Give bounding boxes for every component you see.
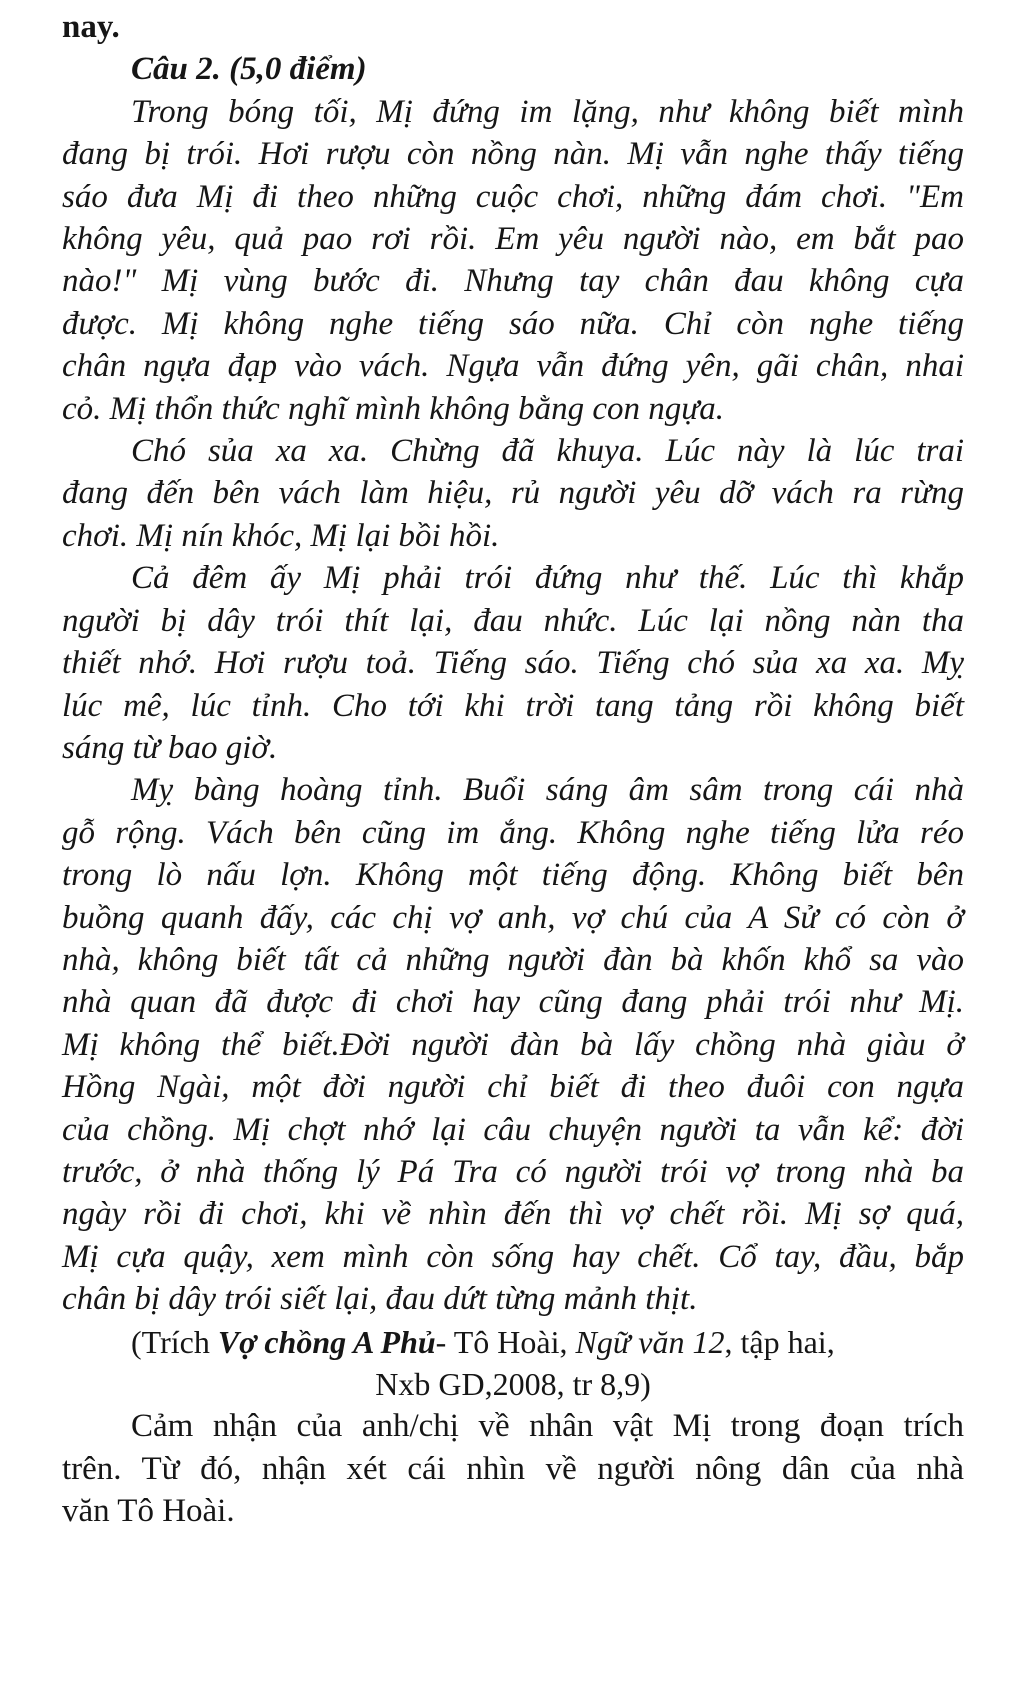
citation-publisher-line: Nxb GD,2008, tr 8,9) bbox=[375, 1366, 651, 1402]
source-citation bbox=[62, 1321, 964, 1406]
passage-line: người bị dây trói thít lại, đau nhức. Lúc lại nồng nàn tha bbox=[62, 602, 964, 639]
passage-line: nhà quan đã được đi chơi hay cũng đang phải trói như Mị. bbox=[62, 984, 964, 1021]
passage-line: Hồng Ngài, một đời người chỉ biết đi theo đuôi con ngựa bbox=[62, 1069, 964, 1106]
prompt-line: trên. Từ đó, nhận xét cái nhìn về người nông dân của nhà bbox=[62, 1450, 964, 1487]
passage-line: được. Mị không nghe tiếng sáo nữa. Chỉ còn nghe tiếng bbox=[62, 305, 964, 342]
passage-line: Mỵ bàng hoàng tỉnh. Buổi sáng âm sâm trong cái nhà bbox=[131, 772, 964, 809]
passage-line: ngày rồi đi chơi, khi về nhìn đến thì vợ chết rồi. Mị sợ quá, bbox=[62, 1196, 964, 1233]
passage-line: gỗ rộng. Vách bên cũng im ắng. Không nghe tiếng lửa réo bbox=[62, 814, 964, 851]
passage-line: nào!" Mị vùng bước đi. Nhưng tay chân đau không cựa bbox=[62, 263, 964, 300]
passage-line: cỏ. Mị thổn thức nghĩ mình không bằng con ngựa. bbox=[62, 390, 724, 427]
passage-line: thiết nhớ. Hơi rượu toả. Tiếng sáo. Tiếng chó sủa xa xa. Mỵ bbox=[62, 645, 964, 682]
prompt-line: văn Tô Hoài. bbox=[62, 1493, 235, 1530]
passage-line: đang đến bên vách làm hiệu, rủ người yêu dỡ vách ra rừng bbox=[62, 475, 964, 512]
previous-section-tail: nay. bbox=[62, 9, 120, 45]
passage-line: chân ngựa đạp vào vách. Ngựa vẫn đứng yên, gãi chân, nhai bbox=[62, 348, 964, 385]
passage-line: Trong bóng tối, Mị đứng im lặng, như không biết mình bbox=[131, 93, 964, 130]
passage-paragraph-1 bbox=[62, 91, 964, 430]
citation-author: - Tô Hoài, bbox=[435, 1323, 576, 1360]
passage-line: của chồng. Mị chợt nhớ lại câu chuyện người ta vẫn kể: đời bbox=[62, 1111, 964, 1148]
citation-open: (Trích bbox=[131, 1323, 218, 1360]
passage-line: nhà, không biết tất cả những người đàn bà khốn khổ sa vào bbox=[62, 941, 964, 978]
passage-paragraph-2 bbox=[62, 430, 964, 557]
passage-line: Mị cựa quậy, xem mình còn sống hay chết. Cổ tay, đầu, bắp bbox=[62, 1238, 964, 1275]
document-page bbox=[62, 6, 964, 1533]
passage-line: buồng quanh đấy, các chị vợ anh, vợ chú của A Sử có còn ở bbox=[62, 899, 964, 936]
passage-line: Mị không thể biết.Đời người đàn bà lấy chồng nhà giàu ở bbox=[62, 1026, 964, 1063]
passage-line: trong lò nấu lợn. Không một tiếng động. Không biết bên bbox=[62, 857, 964, 894]
essay-prompt bbox=[62, 1405, 964, 1532]
prompt-line: Cảm nhận của anh/chị về nhân vật Mị trong đoạn trích bbox=[131, 1408, 964, 1445]
passage-line: đang bị trói. Hơi rượu còn nồng nàn. Mị vẫn nghe thấy tiếng bbox=[62, 136, 964, 173]
passage-line: lúc mê, lúc tỉnh. Cho tới khi trời tang tảng rồi không biết bbox=[62, 687, 964, 724]
question-heading: Câu 2. (5,0 điểm) bbox=[131, 51, 367, 88]
passage-line: không yêu, quả pao rơi rồi. Em yêu người nào, em bắt pao bbox=[62, 221, 964, 258]
passage-line: chân bị dây trói siết lại, đau dứt từng mảnh thịt. bbox=[62, 1281, 698, 1318]
passage-line: Chó sủa xa xa. Chừng đã khuya. Lúc này là lúc trai bbox=[131, 433, 964, 470]
citation-book-title: Ngữ văn 12 bbox=[575, 1323, 725, 1360]
passage-line: sáng từ bao giờ. bbox=[62, 729, 278, 766]
passage-line: chơi. Mị nín khóc, Mị lại bồi hồi. bbox=[62, 517, 500, 554]
citation-line-1 bbox=[62, 1321, 964, 1363]
passage-paragraph-3 bbox=[62, 557, 964, 769]
passage-line: Cả đêm ấy Mị phải trói đứng như thế. Lúc thì khắp bbox=[131, 560, 964, 597]
citation-work-title: Vợ chồng A Phủ bbox=[217, 1323, 436, 1360]
passage-paragraph-4 bbox=[62, 769, 964, 1320]
passage-line: trước, ở nhà thống lý Pá Tra có người trói vợ trong nhà ba bbox=[62, 1153, 964, 1190]
citation-volume: , tập hai, bbox=[724, 1323, 835, 1360]
passage-line: sáo đưa Mị đi theo những cuộc chơi, những đám chơi. "Em bbox=[62, 178, 964, 215]
